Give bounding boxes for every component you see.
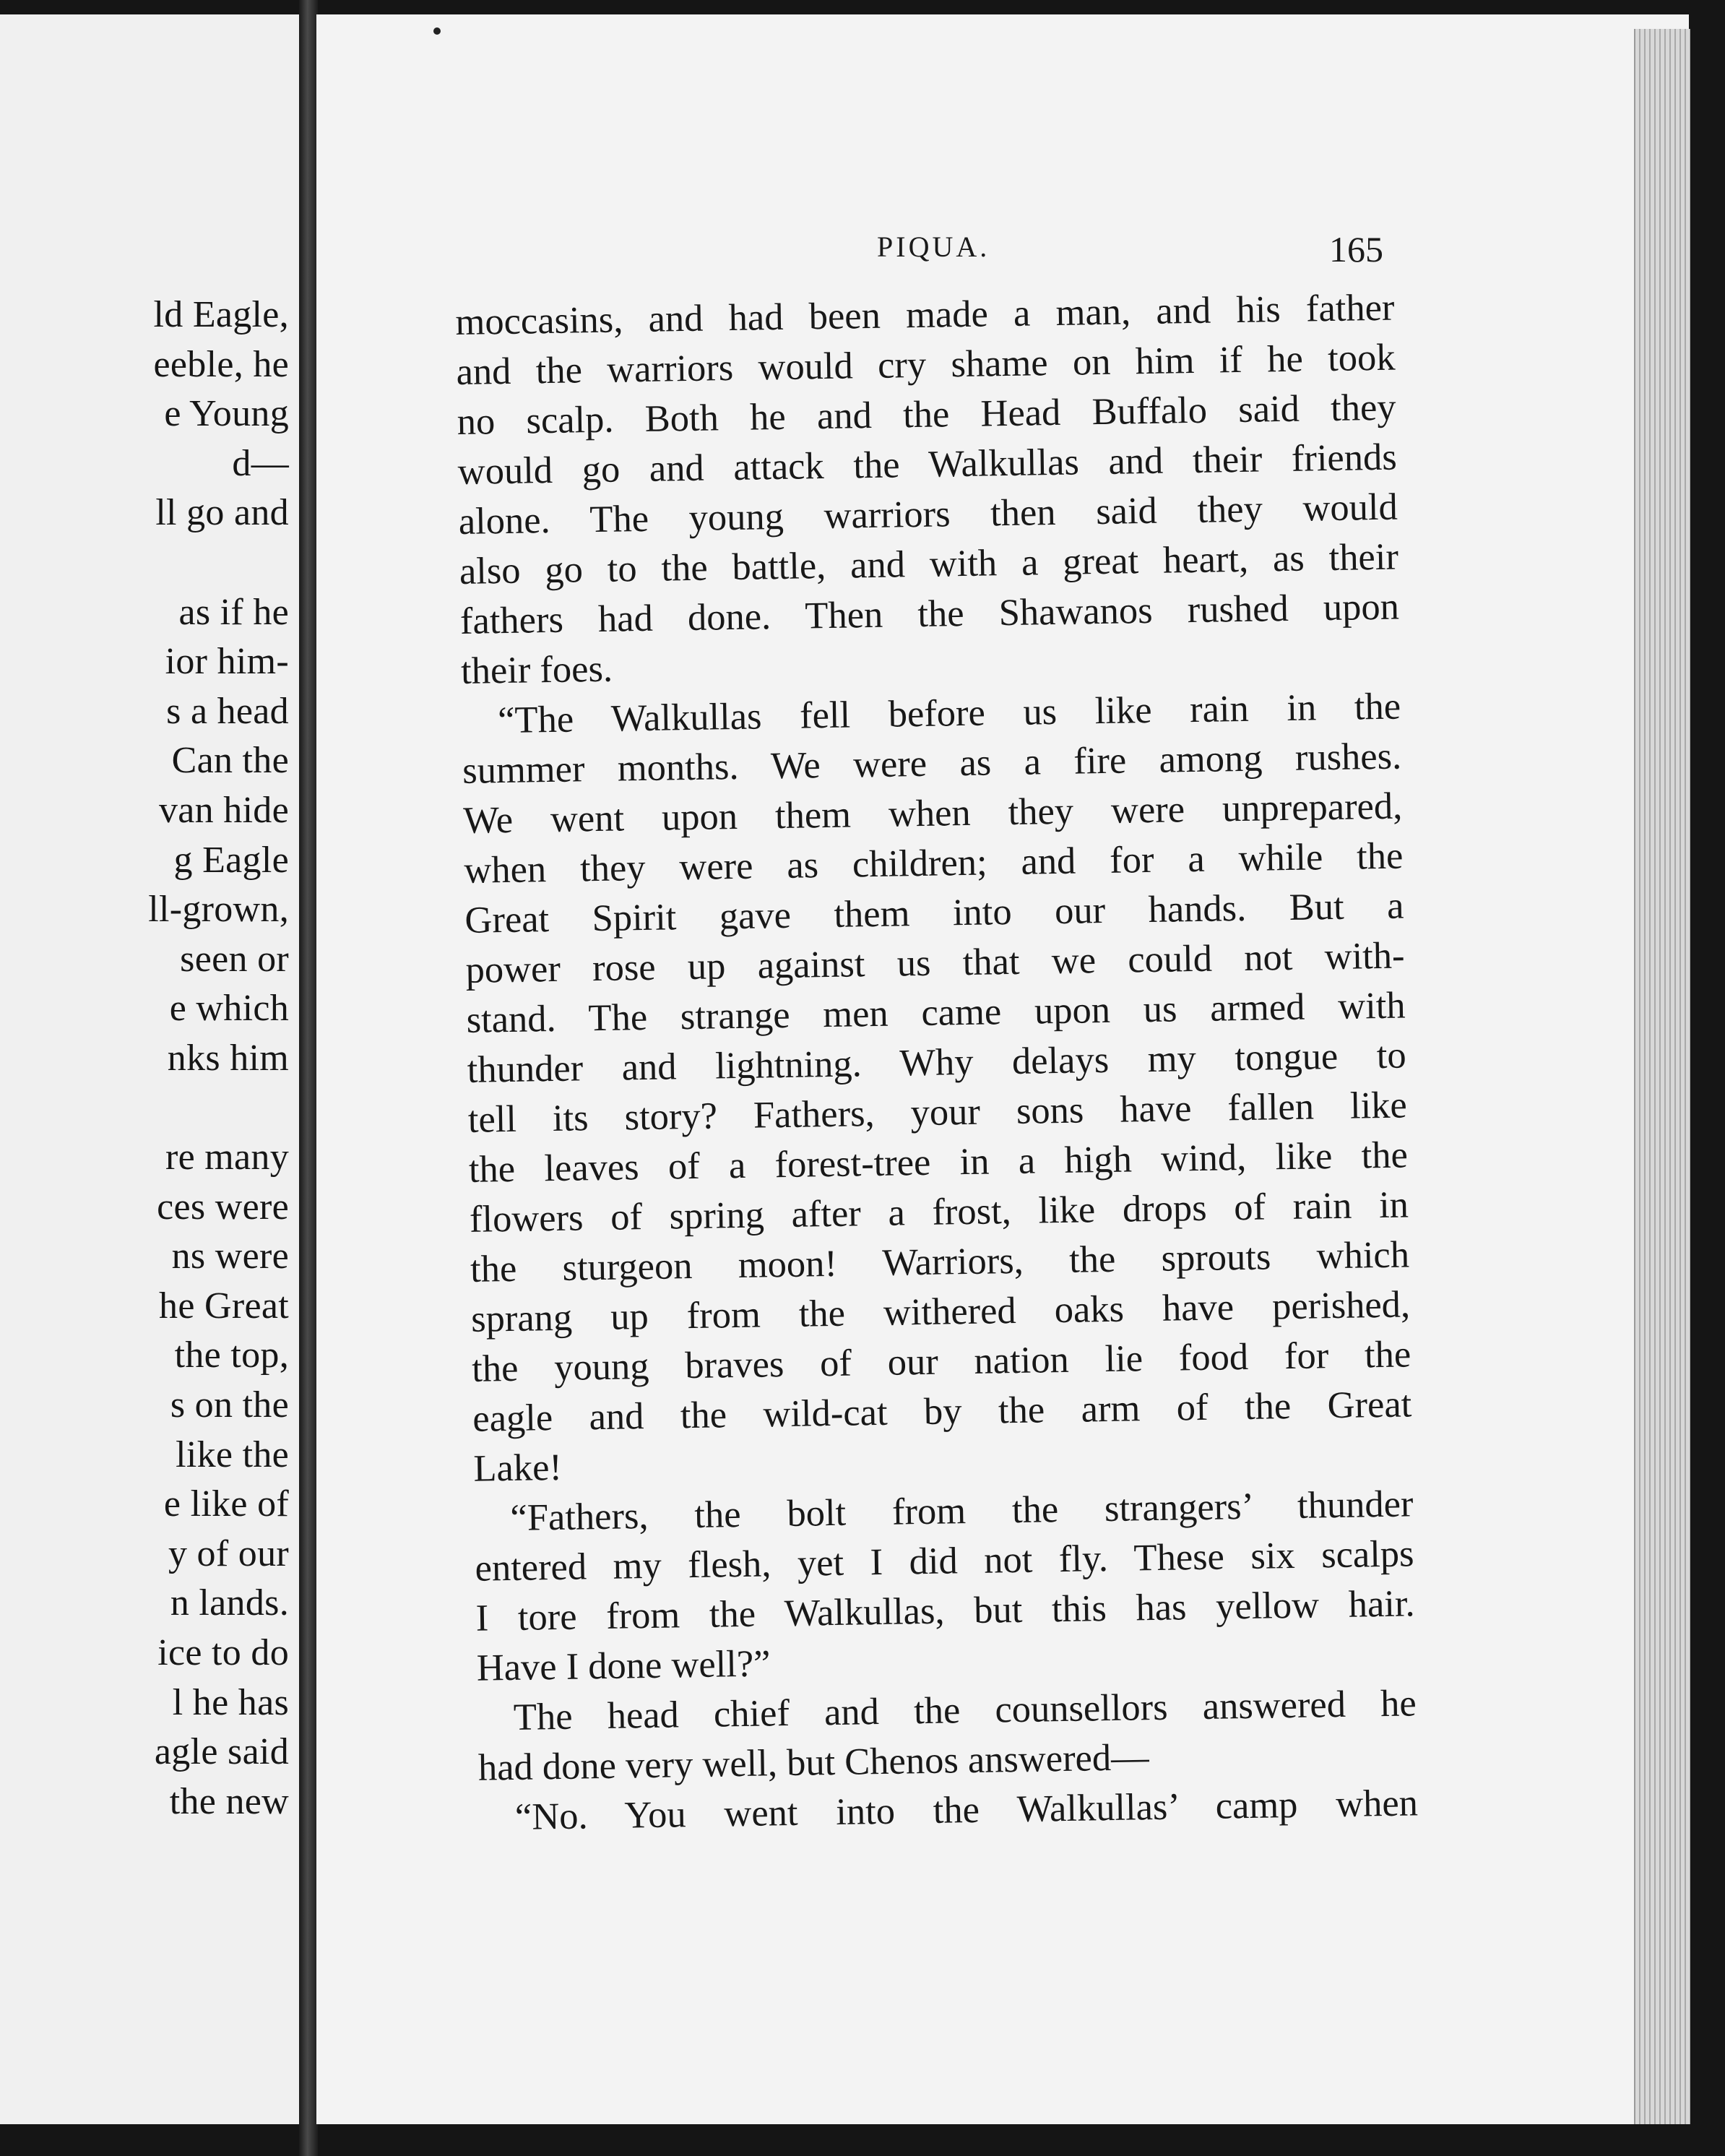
text-line: tell its story? Fathers, your sons have fallen like: [467, 1084, 1408, 1141]
text-line: thunder and lightning. Why delays my tongue to: [467, 1034, 1407, 1091]
text-line: Lake!: [473, 1446, 563, 1490]
text-line: Great Spirit gave them into our hands. But a: [464, 884, 1404, 941]
text-line: had done very well, but Chenos answered—: [477, 1736, 1150, 1789]
left-page-line: n lands.: [170, 1582, 289, 1624]
text-line: The head chief and the counsellors answered he: [513, 1682, 1417, 1738]
page-edges: [1634, 29, 1690, 2124]
left-page-line: s a head: [166, 690, 289, 732]
text-line: Have I done well?”: [476, 1642, 771, 1689]
text-line: moccasins, and had been made a man, and his father: [455, 286, 1395, 343]
left-page-text: [0, 290, 289, 1827]
text-line: entered my flesh, yet I did not fly. These six scalps: [475, 1532, 1414, 1590]
left-page-line: s on the: [170, 1384, 289, 1426]
left-page-line: e which: [169, 988, 289, 1030]
left-page-line: re many: [165, 1137, 289, 1178]
left-page-line: nks him: [167, 1037, 289, 1079]
left-page-line: the top,: [174, 1334, 289, 1376]
left-page-line: as if he: [178, 591, 289, 633]
text-line: the leaves of a forest-tree in a high wind, like the: [468, 1134, 1409, 1191]
left-page-line: van hide: [158, 789, 289, 831]
body-text: [455, 283, 1418, 1843]
text-line: We went upon them when they were unprepared,: [462, 785, 1403, 842]
text-line: and the warriors would cry shame on him if he took: [456, 336, 1396, 393]
text-line: I tore from the Walkullas, but this has yellow hair.: [475, 1582, 1416, 1639]
text-line: would go and attack the Walkullas and their friends: [457, 436, 1398, 493]
left-page-line: [0, 538, 289, 588]
text-line: eagle and the wild-cat by the arm of the Great: [472, 1383, 1412, 1440]
ink-speck: [433, 27, 441, 35]
left-page-line: Can the: [171, 740, 289, 782]
text-line: also go to the battle, and with a great heart, as their: [459, 535, 1399, 592]
left-page-line: ces were: [157, 1186, 289, 1228]
text-line: the sturgeon moon! Warriors, the sprouts which: [470, 1233, 1410, 1290]
book-gutter: [299, 0, 318, 2156]
page-number: 165: [1329, 229, 1383, 270]
text-line: “The Walkullas fell before us like rain in the: [497, 685, 1401, 742]
left-page: [0, 14, 308, 2124]
text-line: no scalp. Both he and the Head Buffalo said they: [457, 386, 1396, 443]
left-page-line: ice to do: [157, 1632, 289, 1674]
left-page-line: ns were: [171, 1236, 289, 1277]
running-head: PIQUA.: [877, 230, 990, 263]
text-line: flowers of spring after a frost, like drops of rain in: [469, 1183, 1409, 1241]
text-line: sprang up from the withered oaks have perished,: [470, 1283, 1411, 1340]
left-page-line: l he has: [172, 1681, 289, 1723]
left-page-line: seen or: [180, 938, 289, 980]
left-page-line: ll go and: [155, 492, 289, 534]
left-page-line: d—: [232, 442, 289, 484]
text-line: “Fathers, the bolt from the strangers’ thunder: [510, 1483, 1414, 1540]
text-line: when they were as children; and for a while the: [464, 835, 1404, 892]
left-page-line: like the: [176, 1433, 289, 1475]
text-line: summer months. We were as a fire among rushes.: [462, 735, 1402, 792]
left-page-line: y of our: [168, 1532, 289, 1574]
left-page-line: he Great: [159, 1285, 289, 1327]
left-page-line: the new: [169, 1780, 289, 1822]
left-page-line: ll-grown,: [148, 889, 289, 931]
text-line: the young braves of our nation lie food for the: [471, 1333, 1411, 1390]
left-page-line: e Young: [164, 393, 289, 435]
left-page-line: eeble, he: [153, 343, 289, 385]
left-page-line: g Eagle: [173, 839, 289, 881]
text-line: their foes.: [460, 647, 613, 692]
text-line: stand. The strange men came upon us armed with: [466, 984, 1406, 1041]
left-page-line: ld Eagle,: [153, 294, 289, 335]
text-line: power rose up against us that we could not with-: [465, 934, 1405, 991]
left-page-line: [0, 1084, 289, 1134]
left-page-line: e like of: [163, 1483, 289, 1525]
text-line: fathers had done. Then the Shawanos rushed upon: [459, 585, 1400, 642]
text-line: alone. The young warriors then said they would: [458, 486, 1398, 543]
left-page-line: agle said: [154, 1731, 289, 1773]
text-line: “No. You went into the Walkullas’ camp when: [514, 1782, 1419, 1838]
left-page-line: ior him-: [165, 641, 289, 683]
